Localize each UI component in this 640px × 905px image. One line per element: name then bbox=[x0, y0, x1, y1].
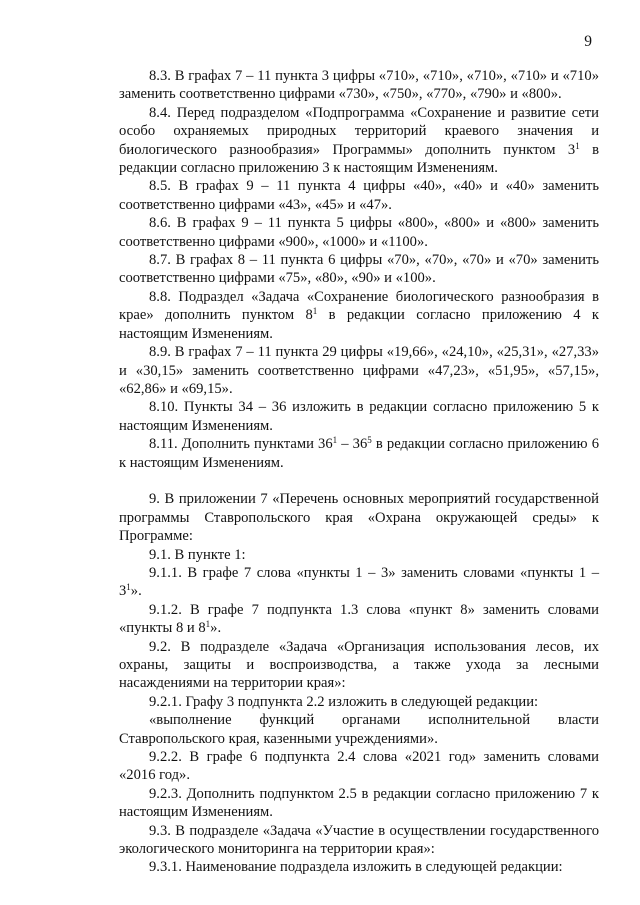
superscript-index: 1 bbox=[205, 619, 211, 630]
paragraph-p8-3 bbox=[119, 67, 599, 104]
text-run: 8.5. В графах 9 – 11 пункта 4 цифры «40», «40» и «40» заменить соответственно цифрами «43», «45» и «47». bbox=[119, 178, 599, 213]
paragraph-p9-2 bbox=[119, 638, 599, 693]
text-run: 8.9. В графах 7 – 11 пункта 29 цифры «19,66», «24,10», «25,31», «27,33» и «30,15» заменить соответственно цифрами «47,23», «51,95», «57,15», «62,86» и «69,15». bbox=[119, 344, 599, 397]
text-run: 9.3.1. Наименование подраздела изложить в следующей редакции: bbox=[149, 859, 563, 876]
text-run: в редакции согласно приложению 4 к настоящим Изменениям. bbox=[119, 307, 599, 342]
text-run: 8.8. Подраздел «Задача «Сохранение биологического разнообразия в крае» дополнить пунктом 8 bbox=[119, 288, 599, 324]
text-run: 8.6. В графах 9 – 11 пункта 5 цифры «800», «800» и «800» заменить соответственно цифрами «900», «1000» и «1100». bbox=[119, 215, 599, 250]
paragraph-p9-1-2 bbox=[119, 601, 599, 638]
text-run: 9.2.3. Дополнить подпунктом 2.5 в редакции согласно приложению 7 к настоящим Изменениям. bbox=[119, 785, 599, 821]
document-body bbox=[119, 67, 599, 877]
text-run: 9.3. В подразделе «Задача «Участие в осуществлении государственного экологического мониторинга на территории края»: bbox=[119, 822, 599, 858]
paragraph-p9-2-1 bbox=[119, 693, 599, 711]
paragraph-p9-1 bbox=[119, 546, 599, 564]
paragraph-p9 bbox=[119, 490, 599, 545]
text-run: – 36 bbox=[337, 436, 368, 453]
text-run: в редакции согласно приложению 6 к настоящим Изменениям. bbox=[119, 436, 599, 471]
text-run: 8.3. В графах 7 – 11 пункта 3 цифры «710», «710», «710», «710» и «710» заменить соответственно цифрами «730», «750», «770», «790» и «800». bbox=[119, 68, 599, 103]
text-run: ». bbox=[210, 620, 222, 637]
text-run: 9. В приложении 7 «Перечень основных мероприятий государственной программы Ставропольского края «Охрана окружающей среды» к Программе: bbox=[119, 491, 599, 545]
paragraph-p9-3 bbox=[119, 822, 599, 859]
text-run: 9.1. В пункте 1: bbox=[149, 546, 246, 563]
text-run: 9.2. В подразделе «Задача «Организация использования лесов, их охраны, защиты и воспроизводства, а также ухода за лесными насаждениями на территории края»: bbox=[119, 638, 599, 692]
paragraph-p8-8 bbox=[119, 288, 599, 343]
superscript-index: 1 bbox=[312, 306, 318, 317]
paragraph-p9-2-1q bbox=[119, 711, 599, 748]
paragraph-p9-1-1 bbox=[119, 564, 599, 601]
superscript-index: 1 bbox=[575, 140, 580, 151]
superscript-index: 5 bbox=[367, 435, 372, 446]
paragraph-p9-2-3 bbox=[119, 785, 599, 822]
paragraph-p8-6 bbox=[119, 214, 599, 251]
text-run: 9.2.1. Графу 3 подпункта 2.2 изложить в следующей редакции: bbox=[149, 693, 539, 710]
text-run: ». bbox=[130, 583, 142, 600]
page-number: 9 bbox=[584, 33, 592, 50]
text-run: в редакции согласно приложению 3 к настоящим Изменениям. bbox=[119, 141, 600, 177]
paragraph-p8-4 bbox=[119, 104, 599, 178]
text-run: 8.11. Дополнить пунктами 36 bbox=[149, 436, 333, 453]
text-run: 9.1.1. В графе 7 слова «пункты 1 – 3» заменить словами «пункты 1 – 3 bbox=[119, 564, 599, 600]
text-run: 8.4. Перед подразделом «Подпрограмма «Сохранение и развитие сети особо охраняемых природных территорий краевого значения и биологического разнообразия» Программы» дополнить пунктом 3 bbox=[119, 104, 599, 158]
superscript-index: 1 bbox=[126, 582, 131, 593]
text-run: «выполнение функций органами исполнительной власти Ставропольского края, казенными учреждениями». bbox=[119, 712, 599, 747]
superscript-index: 1 bbox=[332, 435, 338, 446]
paragraph-p8-5 bbox=[119, 177, 599, 214]
paragraph-p8-7 bbox=[119, 251, 599, 288]
text-run: 8.10. Пункты 34 – 36 изложить в редакции согласно приложению 5 к настоящим Изменениям. bbox=[119, 399, 599, 434]
text-run: 9.1.2. В графе 7 подпункта 1.3 слова «пункт 8» заменить словами «пункты 8 и 8 bbox=[119, 601, 599, 637]
text-run: 9.2.2. В графе 6 подпункта 2.4 слова «2021 год» заменить словами «2016 год». bbox=[119, 749, 599, 784]
paragraph-p8-9 bbox=[119, 343, 599, 398]
paragraph-p8-10 bbox=[119, 398, 599, 435]
paragraph-p9-2-2 bbox=[119, 748, 599, 785]
text-run: 8.7. В графах 8 – 11 пункта 6 цифры «70», «70», «70» и «70» заменить соответственно цифрами «75», «80», «90» и «100». bbox=[119, 252, 599, 287]
paragraph-p9-3-1 bbox=[119, 858, 599, 876]
paragraph-p8-11 bbox=[119, 435, 599, 472]
